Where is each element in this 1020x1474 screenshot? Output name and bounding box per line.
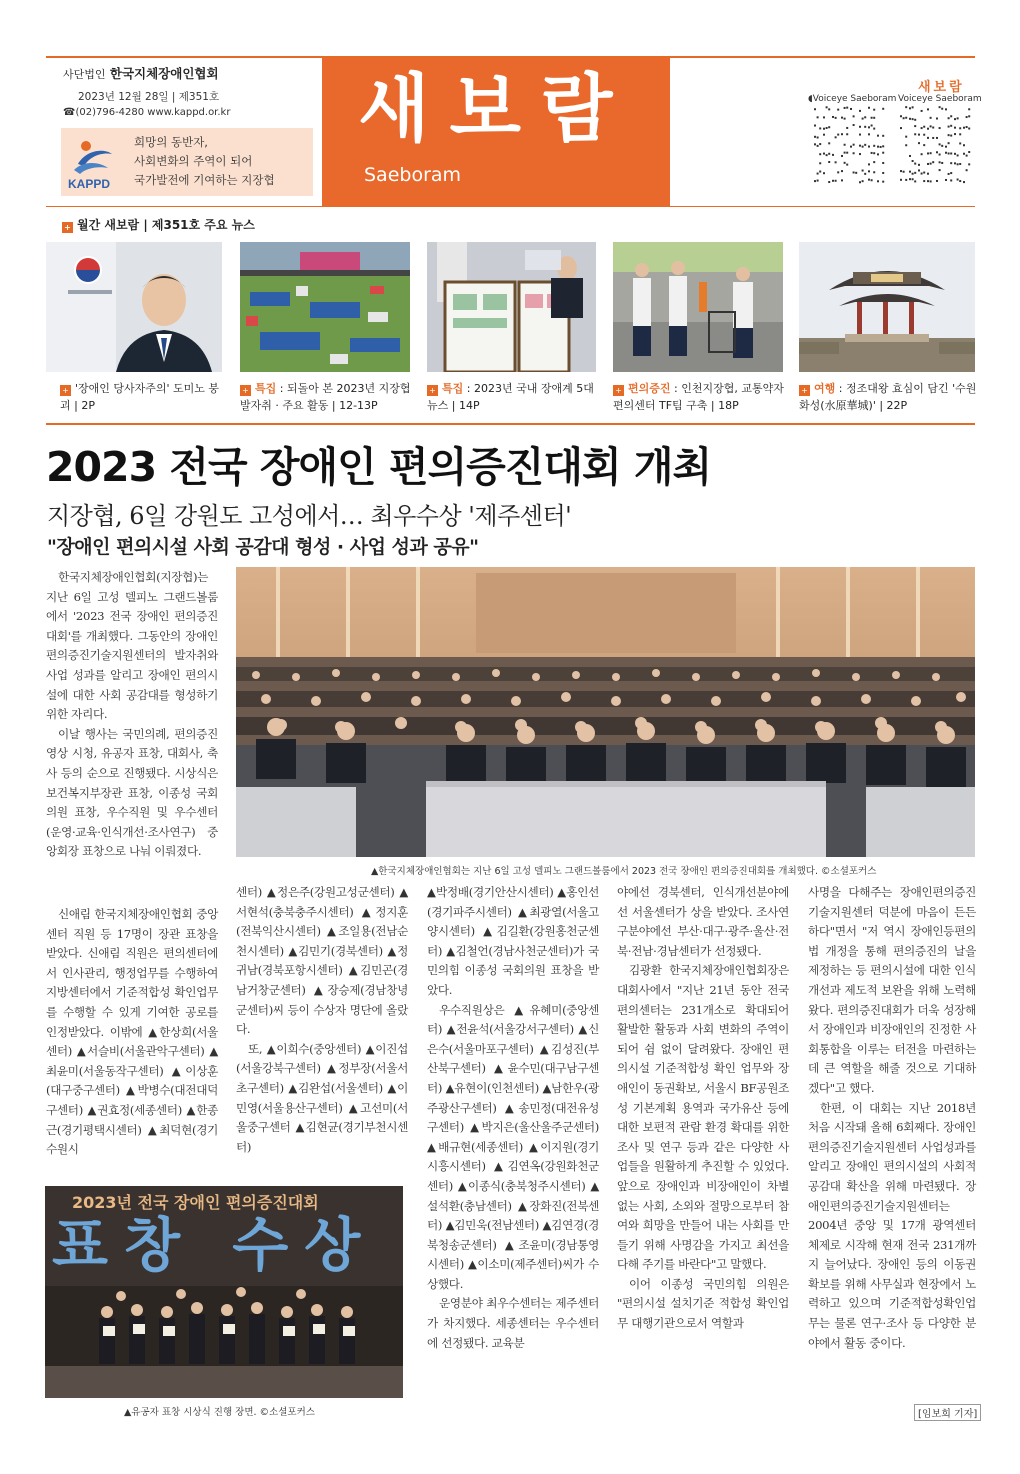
main-event-photo (236, 567, 975, 857)
article-column-5 (808, 883, 976, 1353)
article-column-3 (427, 883, 599, 1353)
main-photo-caption: ▲한국지체장애인협회는 지난 6일 고성 델피노 그랜드볼룸에서 2023 전국 장애인 편의증진대회를 개최했다. ©소셜포커스 (371, 866, 877, 877)
highlight-thumb-event[interactable] (240, 242, 410, 372)
article-subhead: 지장협, 6일 강원도 고성에서… 최우수상 '제주센터' (47, 502, 572, 530)
paragraph: 이어 이종성 국민의힘 의원은 "편의시설 설치기준 적합성 확인업무 대행기관으로서 역할과 (617, 1276, 789, 1331)
voiceeye-label: ◖Voiceye Saeboram (808, 94, 897, 104)
paragraph: 사명을 다해주는 장애인편의증진기술지원센터 덕분에 마음이 든든하다"면서 "저 역시 장애인등편의법 개정을 통해 편의증진의 날을 제정하는 등 편의시설에 대한 인식 개선과 제도적 보완을 위해 노력해왔다. 편의증진대회가 더욱 성장해서 장애인과 비장애인의 진정한 사회통합을 이루는 터전을 마련하는데 큰 역할을 해줄 것으로 기대하겠다"고 했다. (808, 885, 976, 1095)
plus-icon: + (240, 385, 251, 396)
voiceeye-label: Voiceye Saeboram (898, 94, 982, 104)
paragraph: 운영분야 최우수센터는 제주센터가 차지했다. 세종센터는 우수센터에 선정됐다. 교육분 (427, 1296, 599, 1350)
article-column-2 (236, 883, 408, 1157)
voiceeye-title: 새보람 (918, 80, 965, 95)
voiceeye-code-icon (814, 106, 888, 188)
paragraph: 우수직원상은 ▲유혜미(중앙센터) ▲전윤석(서울강서구센터) ▲신은수(서울마포구센터) ▲김성진(부산북구센터) ▲윤수민(대구남구센터) ▲유현이(인천센터) ▲남한우(광주광산구센터) ▲송민정(대전유성구센터) ▲박지은(울산울주군센터) ▲배규현(세종센터) ▲이지원(경기시흥시센터) ▲김연옥(강원화천군센터) ▲이종식(충북청주시센터) ▲설석환(충남센터) ▲장화진(전북센터) ▲김민욱(전남센터) ▲김연경(경북청송군센터) ▲조윤미(경남통영시센터) ▲이소미(제주센터)씨가 수상했다. (427, 1002, 599, 1291)
highlights-bottom-rule (46, 423, 975, 425)
masthead-bottom-rule (46, 206, 975, 207)
newspaper-title: 새보람 (358, 66, 633, 152)
publisher-name (63, 64, 219, 82)
award-banner-text: 표창 수상 (52, 1211, 377, 1279)
newspaper-title-english: Saeboram (364, 164, 462, 186)
paragraph: ▲박정배(경기안산시센터) ▲홍인선(경기파주시센터) ▲최광열(서울고양시센터) ▲김길환(강원홍천군센터) ▲김철언(경남사천군센터)가 국민의힘 이종성 국회의원 표창을 받았다. (427, 885, 599, 997)
highlight-caption-5[interactable]: + 여행 : 정조대왕 효심이 담긴 '수원 화성(水原華城)' | 22P (799, 382, 977, 412)
slogan-line: 희망의 동반자, (134, 135, 208, 149)
paragraph: 센터) ▲정은주(강원고성군센터) ▲서현석(충북충주시센터) ▲정지훈(전북익산시센터) ▲조일용(전남순천시센터) ▲김민기(경북센터) ▲정귀남(경북포항시센터) ▲김민곤(경남거창군센터) ▲장승제(경남창녕군센터)씨 등이 수상자 명단에 올랐다. (236, 885, 408, 1037)
speaker-icon: ◖ (808, 94, 813, 104)
paragraph: 김광환 한국지체장애인협회장은 대회사에서 "지난 21년 동안 전국 편의센터는 231개소로 확대되어 활발한 활동과 사회 변화의 주역이 되어 쉼 없이 달려왔다. 장애인 편의시설 기준적합성 확인 업무와 장애인이 동권확보, 서울시 BF공원조성 기본계획 용역과 국가유산 등에 대한 보편적 관람 환경 확대를 위한 조사 및 연구 등과 같은 다양한 사업들을 원활하게 추진할 수 있었다. 앞으로 장애인과 비장애인이 차별 없는 사회, 소외와 절망으로부터 참여와 희망을 만들어 내는 사회를 만들기 위해 사명감을 가지고 최선을 다해 주기를 바란다"고 말했다. (617, 963, 789, 1272)
highlight-thumb-minister[interactable] (46, 242, 222, 372)
article-column-1 (46, 568, 218, 862)
publisher-org: 한국지체장애인협회 (109, 66, 219, 81)
issue-date: 2023년 12월 28일 | 제351호 (78, 91, 220, 103)
paragraph: 신애림 한국지체장애인협회 중앙센터 직원 등 17명이 장관 표창을 받았다. 신애림 직원은 편의센터에서 인사관리, 행정업무를 수행하여 지방센터에서 기준적합성 확인업무를 수행할 수 있게 기여한 공로를 인정받았다. 이밖에 ▲한상희(서울센터) ▲서슬비(서울관악구센터) ▲최윤미(서울동작구센터) ▲이상훈(대구중구센터) ▲박병수(대전대덕구센터) ▲권효정(세종센터) ▲한종근(경기평택시센터) ▲최덕현(경기수원시 (46, 907, 218, 1157)
highlight-caption-4[interactable]: + 편의증진 : 인천지장협, 교통약자편의센터 TF팀 구축 | 18P (613, 382, 784, 412)
highlight-thumb-street[interactable] (613, 242, 783, 372)
article-quote-head: "장애인 편의시설 사회 공감대 형성 · 사업 성과 공유" (47, 536, 479, 558)
paragraph: 한편, 이 대회는 지난 2018년 처음 시작돼 올해 6회째다. 장애인편의증진기술지원센터 사업성과를 알리고 장애인 편의시설의 사회적 공감대 확산을 위해 마련됐다. 장애인편의증진기술지원센터는 2004년 중앙 및 17개 광역센터 체제로 시작해 현재 전국 231개까지 늘어났다. 장애인 등의 이동권 확보를 위해 사무실과 현장에서 노력하고 있으며 기준적합성확인업무는 물론 연구·조사 등 다양한 분야에서 활동 중이다. (808, 1100, 976, 1350)
paragraph: 한국지체장애인협회(지장협)는 지난 6일 고성 델피노 그랜드볼룸에서 '2023 전국 장애인 편의증진대회'를 개최했다. 그동안의 장애인편의증진기술지원센터의 발자취와 사업 성과를 알리고 장애인 편의시설에 대한 사회 공감대를 형성하기 위한 자리다. (46, 570, 218, 722)
highlight-thumb-press[interactable] (427, 242, 596, 372)
slogan-line: 국가발전에 기여하는 지장협 (134, 173, 275, 187)
highlight-thumb-pavilion[interactable] (799, 242, 975, 372)
byline: [임보희 기자] (914, 1404, 981, 1421)
slogan (134, 133, 275, 190)
plus-icon: + (427, 385, 438, 396)
award-photo-caption: ▲유공자 표창 시상식 진행 장면. ©소셜포커스 (124, 1407, 315, 1418)
kappd-logo (64, 136, 124, 192)
publisher-prefix: 사단법인 (63, 68, 106, 81)
paragraph: 야에선 경북센터, 인식개선분야에선 서울센터가 상을 받았다. 조사연구분야에선 부산·대구·광주·울산·전북·전남·경남센터가 선정됐다. (617, 885, 789, 958)
paragraph: 이날 행사는 국민의례, 편의증진 영상 시청, 유공자 표창, 대회사, 축사 등의 순으로 진행됐다. 시상식은 보건복지부장관 표창, 이종성 국회의원 표창, 우수직원 및 우수센터(운영·교육·인식개선·조사연구) 중앙회장 표창으로 나눠 이뤄졌다. (46, 726, 218, 859)
plus-icon: + (62, 222, 73, 233)
article-column-1-continued (46, 905, 218, 1160)
highlight-caption-1[interactable]: + '장애인 당사자주의' 도미노 붕괴 | 2P (60, 382, 220, 412)
article-column-4 (617, 883, 789, 1334)
voiceeye-code-icon (900, 106, 974, 188)
plus-icon: + (60, 385, 71, 396)
article-headline: 2023 전국 장애인 편의증진대회 개최 (46, 443, 712, 491)
plus-icon: + (799, 385, 810, 396)
kappd-logo-text: KAPPD (68, 177, 111, 191)
highlight-caption-2[interactable]: + 특집 : 되돌아 본 2023년 지장협 발자취 · 주요 활동 | 12-13P (240, 382, 411, 412)
paragraph: 또, ▲이희수(중앙센터) ▲이진섭(서울강북구센터) ▲정부장(서울서초구센터) ▲김완섭(서울센터) ▲이민영(서울용산구센터) ▲고선미(서울중구센터 ▲김현균(경기부천시센터) (236, 1041, 408, 1154)
contact-info: ☎(02)796-4280 www.kappd.or.kr (63, 107, 231, 118)
highlights-label: + 월간 새보람 | 제351호 주요 뉴스 (62, 216, 255, 233)
plus-icon: + (613, 385, 624, 396)
award-banner-title: 2023년 전국 장애인 편의증진대회 (72, 1193, 319, 1212)
slogan-line: 사회변화의 주역이 되어 (134, 154, 253, 168)
highlight-caption-3[interactable]: + 특집 : 2023년 국내 장애계 5대 뉴스 | 14P (427, 382, 594, 412)
